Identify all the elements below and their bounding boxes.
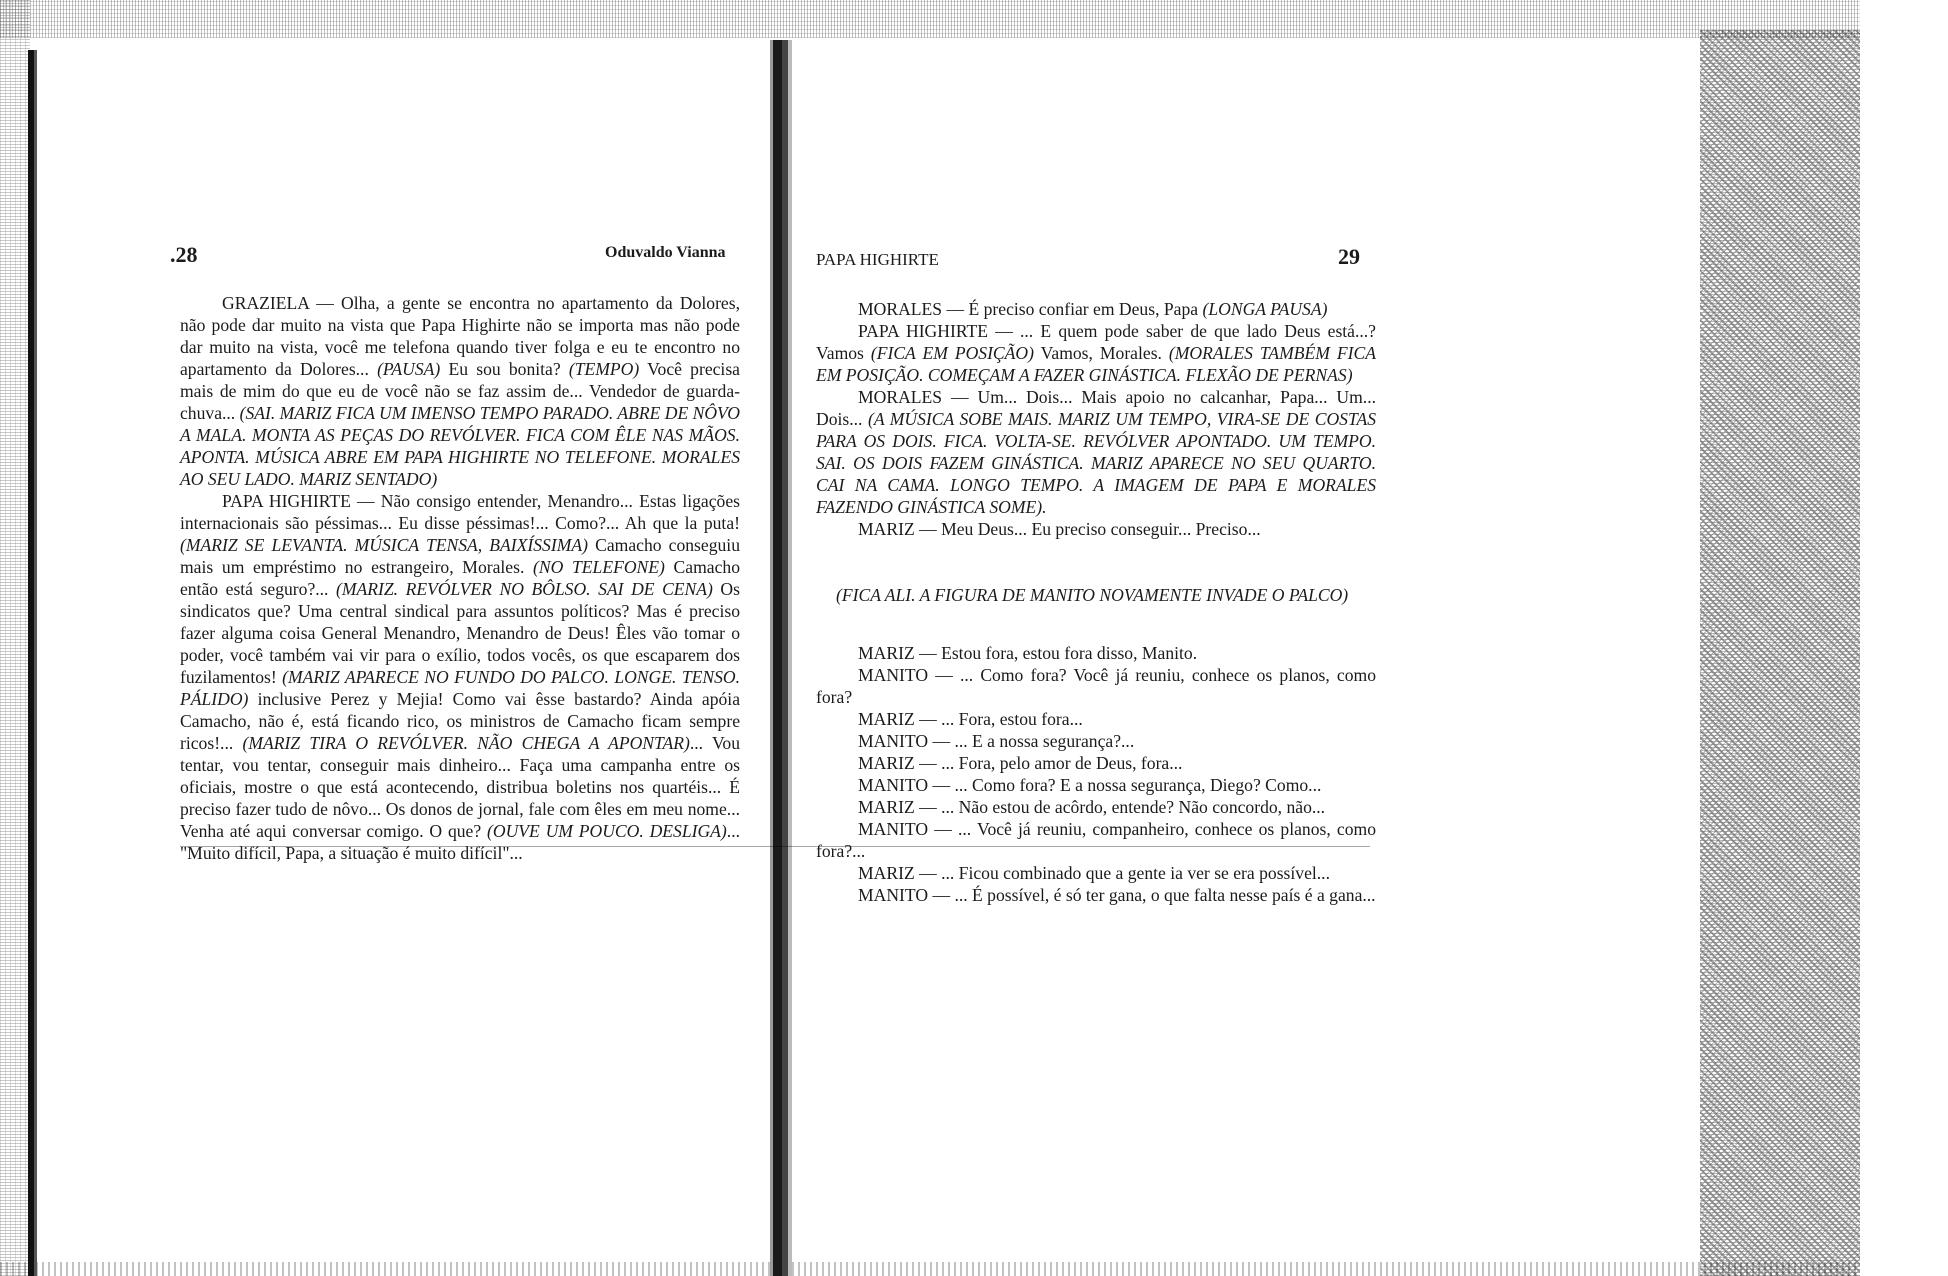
page-edge-left <box>28 50 42 1276</box>
scan-noise-top <box>0 0 1860 38</box>
dialogue-paragraph: MANITO — ... Como fora? Você já reuniu, conhece os planos, como fora? <box>816 665 1376 707</box>
dialogue-paragraph: GRAZIELA — Olha, a gente se encontra no apartamento da Dolores, não pode dar muito na vista que Papa Highirte não se importa mas não pode dar muito na vista, você me telefona quando tiver folga e eu te encontro no apartamento da Dolores... (PAUSA) Eu sou bonita? (TEMPO) Você precisa mais de mim do que eu de você não se faz assim de... Vendedor de guarda-chuva... (SAI. MARIZ FICA UM IMENSO TEMPO PARADO. ABRE DE NÔVO A MALA. MONTA AS PEÇAS DO REVÓLVER. FICA COM ÊLE NAS MÃOS. APONTA. MÚSICA ABRE EM PAPA HIGHIRTE NO TELEFONE. MORALES AO SEU LADO. MARIZ SENTADO) <box>180 293 740 489</box>
dialogue-paragraph: PAPA HIGHIRTE — ... E quem pode saber de que lado Deus está...? Vamos (FICA EM POSIÇÃO) Vamos, Morales. (MORALES TAMBÉM FICA EM POSIÇÃO. COMEÇAM A FAZER GINÁSTICA. FLEXÃO DE PERNAS) <box>816 321 1376 385</box>
stage-direction: (FICA ALI. A FIGURA DE MANITO NOVAMENTE INVADE O PALCO) <box>836 585 1349 605</box>
right-running-head: PAPA HIGHIRTE <box>816 250 939 269</box>
left-page-body <box>180 292 740 864</box>
dialogue-paragraph: MARIZ — Estou fora, estou fora disso, Manito. <box>858 643 1198 663</box>
right-page-body <box>816 298 1376 906</box>
scan-noise-right <box>1700 30 1860 1276</box>
dialogue-paragraph: MARIZ — ... Não estou de acôrdo, entende? Não concordo, não... <box>858 797 1326 817</box>
book-spine <box>764 40 800 1276</box>
scan-noise-left <box>0 0 30 1276</box>
dialogue-paragraph: PAPA HIGHIRTE — Não consigo entender, Menandro... Estas ligações internacionais são péssimas... Eu disse péssimas!... Como?... Ah que la puta! (MARIZ SE LEVANTA. MÚSICA TENSA, BAIXÍSSIMA) Camacho conseguiu mais um empréstimo no estrangeiro, Morales. (NO TELEFONE) Camacho então está seguro?... (MARIZ. REVÓLVER NO BÔLSO. SAI DE CENA) Os sindicatos que? Uma central sindical para assuntos políticos? Mas é preciso fazer alguma coisa General Menandro, Menandro de Deus! Êles vão tomar o poder, você também vai vir para o exílio, todos vocês, os que escaparem dos fuzilamentos! (MARIZ APARECE NO FUNDO DO PALCO. LONGE. TENSO. PÁLIDO) inclusive Perez y Mejia! Como vai êsse bastardo? Ainda apóia Camacho, não é, está ficando rico, os ministros de Camacho ficam sempre ricos!... (MARIZ TIRA O REVÓLVER. NÃO CHEGA A APONTAR)... Vou tentar, vou tentar, conseguir mais dinheiro... Faça uma campanha entre os oficiais, mostre o que está acontecendo, distribua boletins nos quartéis... É preciso fazer tudo de nôvo... Os donos de jornal, fale com êles em meu nome... Venha até aqui conversar comigo. O que? (OUVE UM POUCO. DESLIGA)... "Muito difícil, Papa, a situação é muito difícil"... <box>180 491 740 863</box>
dialogue-paragraph: MORALES — Um... Dois... Mais apoio no calcanhar, Papa... Um... Dois... (A MÚSICA SOBE MAIS. MARIZ UM TEMPO, VIRA-SE DE COSTAS PARA OS DOIS. FICA. VOLTA-SE. REVÓLVER APONTADO. UM TEMPO. SAI. OS DOIS FAZEM GINÁSTICA. MARIZ APARECE NO SEU QUARTO. CAI NA CAMA. LONGO TEMPO. A IMAGEM DE PAPA E MORALES FAZENDO GINÁSTICA SOME). <box>816 387 1376 517</box>
left-running-head: Oduvaldo Vianna <box>605 244 726 261</box>
dialogue-paragraph: MANITO — ... Como fora? E a nossa segurança, Diego? Como... <box>858 775 1322 795</box>
dialogue-paragraph: MARIZ — Meu Deus... Eu preciso conseguir... Preciso... <box>858 519 1261 539</box>
dialogue-paragraph: MANITO — ... Você já reuniu, companheiro, conhece os planos, como fora?... <box>816 819 1376 861</box>
right-page-number: 29 <box>1338 244 1360 269</box>
left-page-number: .28 <box>170 242 198 267</box>
dialogue-paragraph: MANITO — ... E a nossa segurança?... <box>858 731 1135 751</box>
dialogue-paragraph: MORALES — É preciso confiar em Deus, Papa (LONGA PAUSA) <box>858 299 1328 319</box>
dialogue-paragraph: MARIZ — ... Fora, pelo amor de Deus, fora... <box>858 753 1183 773</box>
dialogue-paragraph: MANITO — ... É possível, é só ter gana, o que falta nesse país é a gana... <box>858 885 1376 905</box>
dialogue-paragraph: MARIZ — ... Ficou combinado que a gente ia ver se era possível... <box>858 863 1330 883</box>
dialogue-paragraph: MARIZ — ... Fora, estou fora... <box>858 709 1083 729</box>
scan-noise-bottom <box>0 1262 1860 1276</box>
